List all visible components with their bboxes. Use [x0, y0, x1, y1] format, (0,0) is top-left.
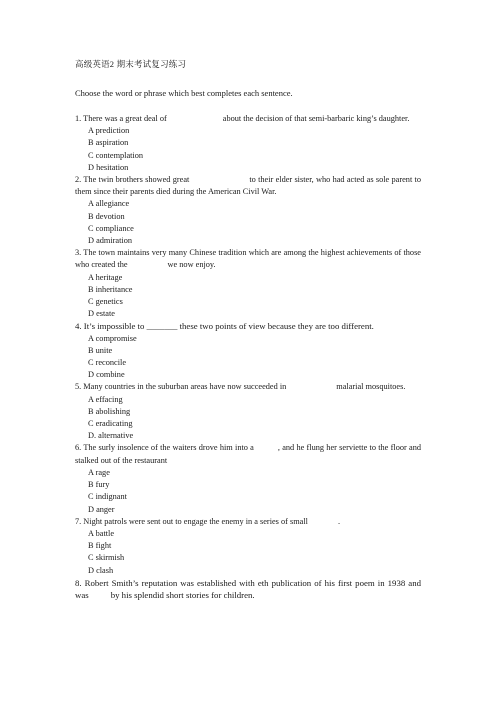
option: B aspiration	[88, 138, 129, 148]
question-text-end: we now enjoy.	[167, 260, 216, 270]
option: C reconcile	[88, 358, 127, 368]
option: D hesitation	[88, 162, 129, 172]
option: A allegiance	[88, 199, 130, 209]
question-text: 8. Robert Smith’s reputation was established with eth publication of his first poem in 1938 and was	[75, 577, 421, 600]
option: A prediction	[88, 126, 130, 136]
document-header: 高级英语2 期末考试复习练习	[75, 59, 187, 69]
question-5	[75, 381, 421, 442]
question-6	[75, 442, 421, 515]
option: D combine	[88, 370, 125, 380]
question-8	[75, 577, 421, 601]
option: A heritage	[88, 272, 123, 282]
question-text-end: , and he flung her serviette to the floor and stalked out of the restaurant	[75, 443, 421, 465]
option: C skirmish	[88, 553, 125, 563]
question-text: 2. The twin brothers showed great	[75, 175, 190, 185]
question-4	[75, 320, 421, 381]
question-3	[75, 247, 421, 320]
question-text: 7. Night patrols were sent out to engage the enemy in a series of small	[75, 516, 308, 526]
question-text: 3. The town maintains very many Chinese tradition which are among the highest achievements of those who created the	[75, 248, 421, 270]
option: D. alternative	[88, 431, 134, 441]
question-text: 4. It’s impossible to _______ these two points of view because they are too different.	[75, 321, 374, 332]
question-text-end: malarial mosquitoes.	[336, 382, 406, 392]
option: D clash	[88, 565, 114, 575]
option: B fury	[88, 480, 110, 490]
option: A battle	[88, 528, 115, 538]
question-2	[75, 174, 421, 247]
question-text-end: by his splendid short stories for children.	[110, 589, 255, 600]
option: C eradicating	[88, 419, 133, 429]
option: D estate	[88, 309, 115, 319]
option: C contemplation	[88, 150, 144, 160]
option: D admiration	[88, 236, 133, 246]
question-list	[75, 113, 421, 601]
question-text-end: .	[337, 516, 341, 526]
question-7	[75, 516, 421, 577]
option: C indignant	[88, 492, 127, 502]
question-text: 6. The surly insolence of the waiters drove him into a	[75, 443, 254, 453]
question-text-end: about the decision of that semi-barbaric king’s daughter.	[222, 114, 410, 123]
question-1	[75, 113, 421, 174]
option: B inheritance	[88, 284, 133, 294]
option: B abolishing	[88, 406, 131, 416]
option: B devotion	[88, 211, 125, 221]
option: C compliance	[88, 223, 134, 233]
question-text: 1. There was a great deal of	[75, 114, 167, 123]
option: D anger	[88, 504, 115, 514]
question-text-end: to their elder sister, who had acted as sole parent to them since their parents died during the American Civil War.	[75, 175, 422, 197]
option: A compromise	[88, 333, 137, 343]
instructions: Choose the word or phrase which best completes each sentence.	[75, 88, 293, 98]
option: A effacing	[88, 394, 123, 404]
option: B unite	[88, 345, 113, 355]
question-text: 5. Many countries in the suburban areas have now succeeded in	[75, 382, 287, 392]
option: B fight	[88, 541, 112, 551]
option: C genetics	[88, 297, 123, 307]
option: A rage	[88, 467, 110, 477]
